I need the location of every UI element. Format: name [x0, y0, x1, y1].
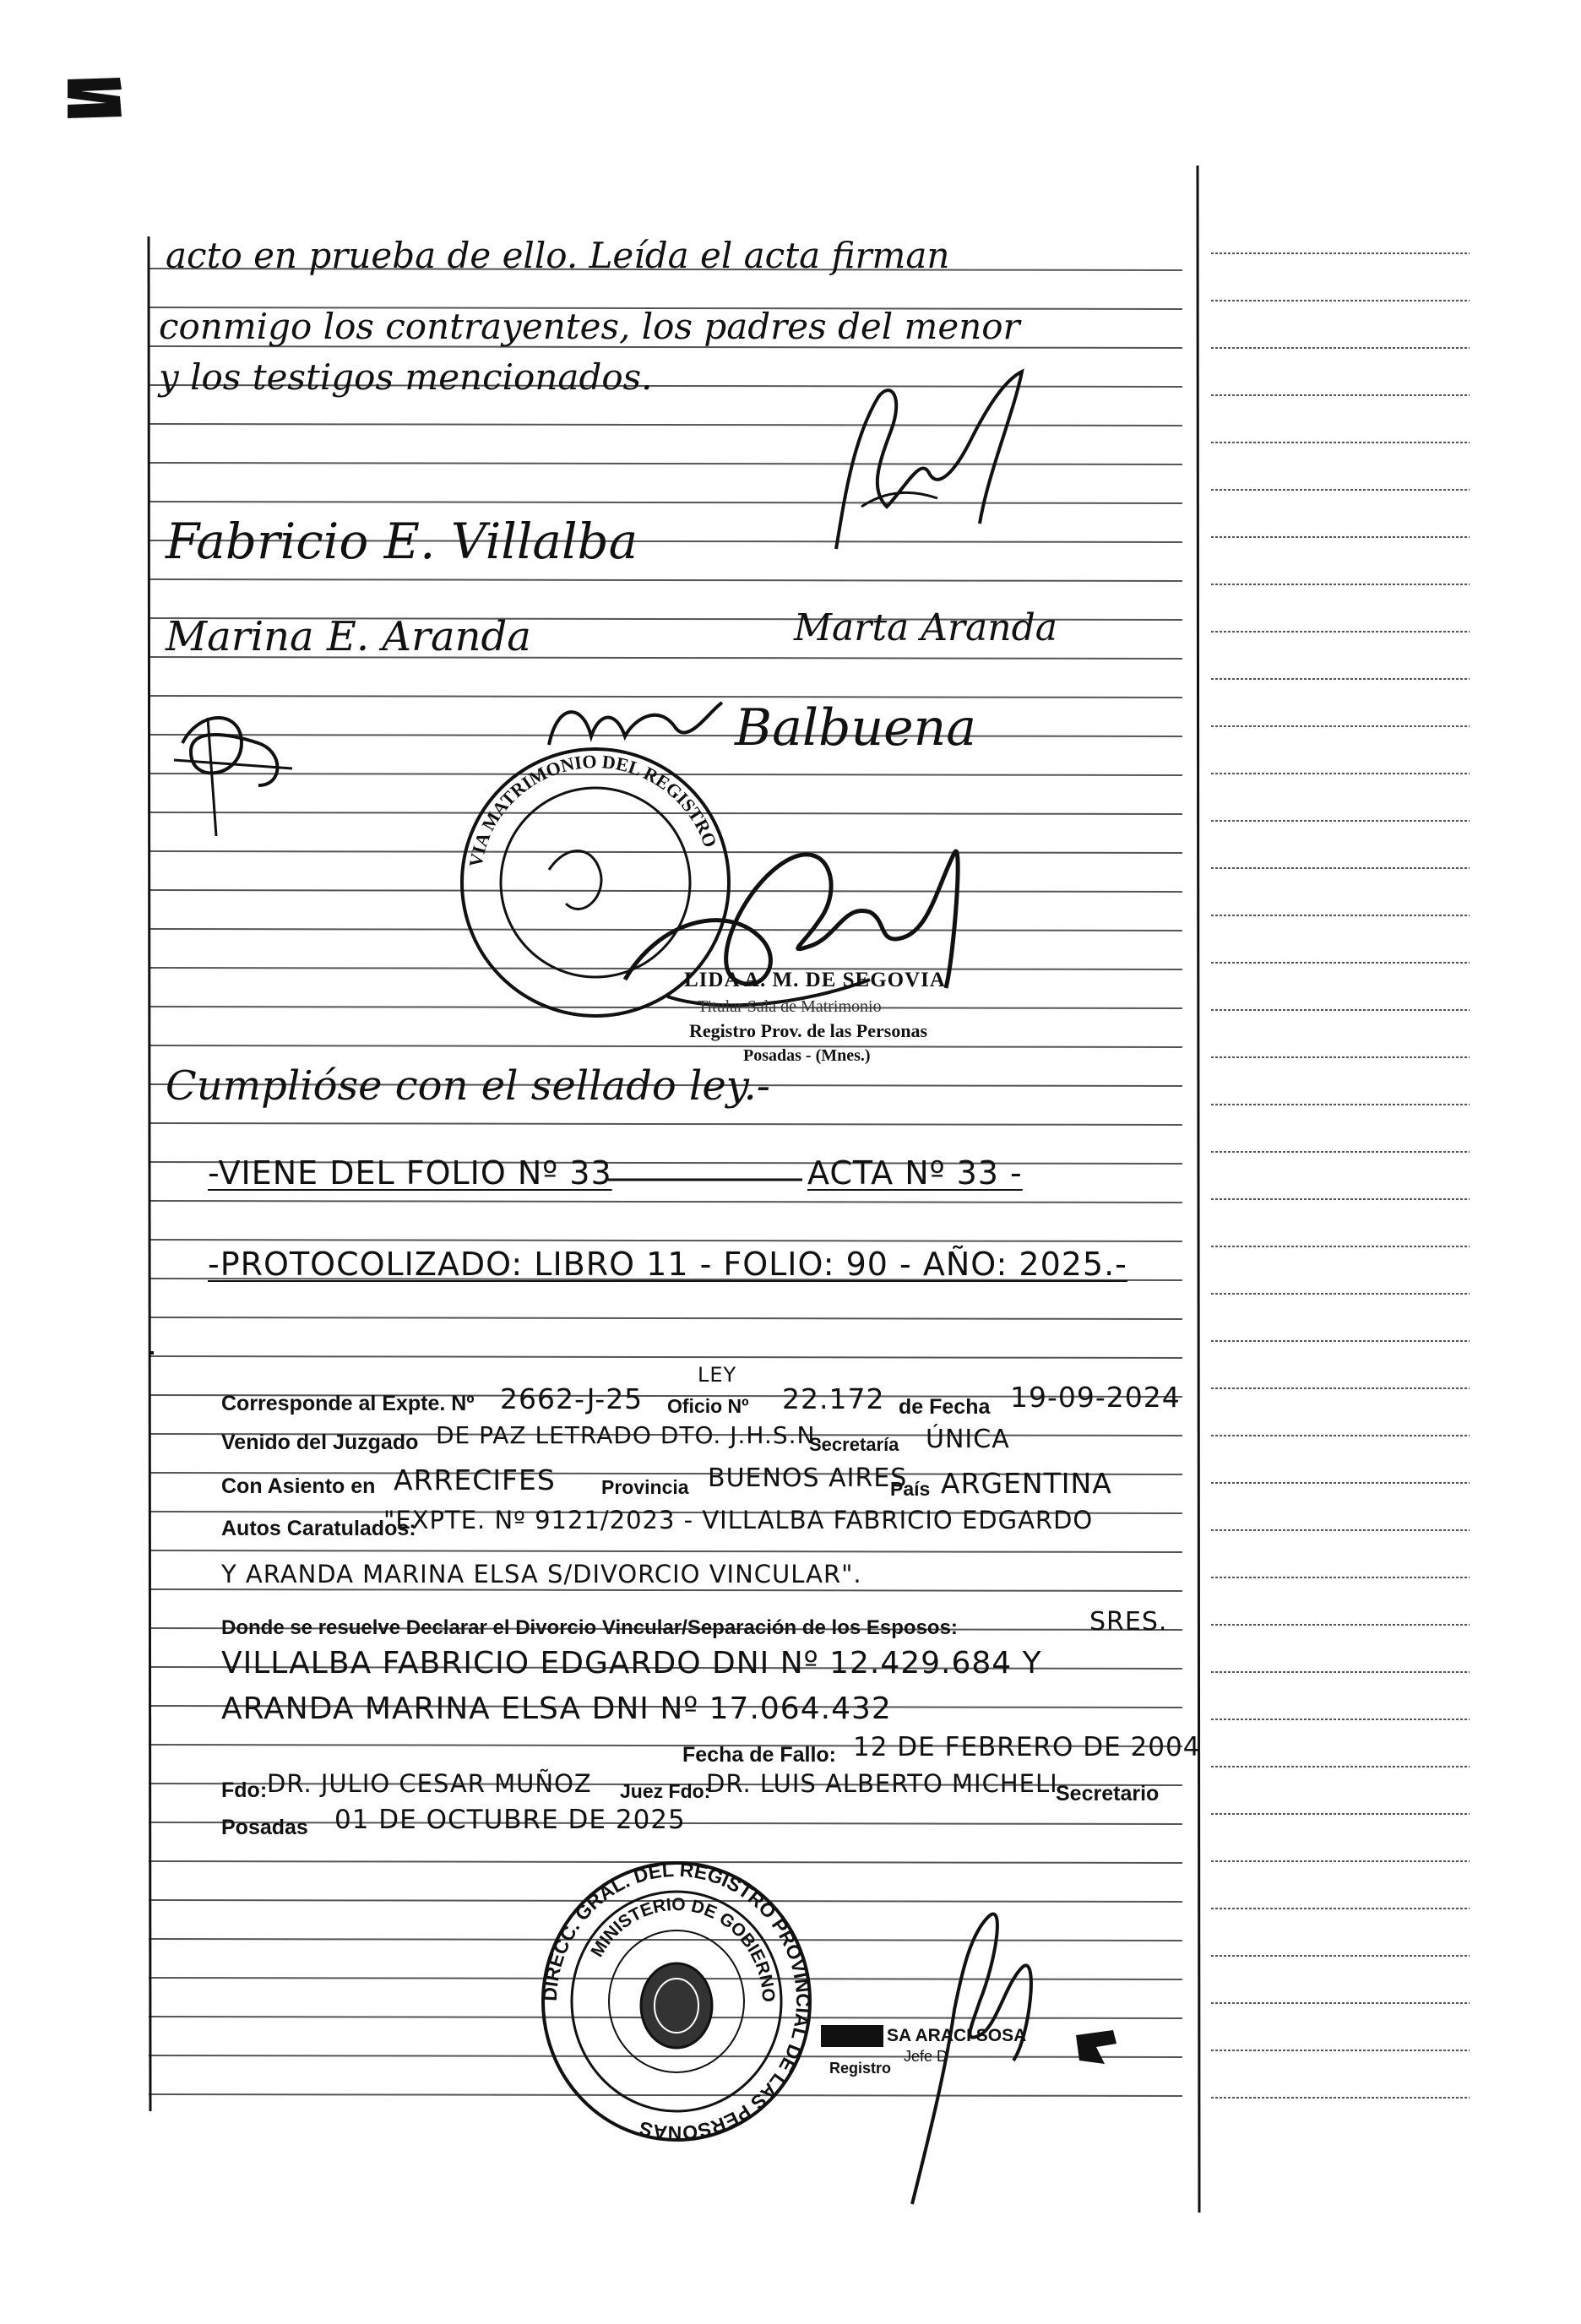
seal-sosa-block	[819, 2022, 887, 2050]
value-pais: ARGENTINA	[941, 1467, 1112, 1500]
handwritten-name-fabricio: Fabricio E. Villalba	[166, 513, 638, 570]
value-fallo: 12 DE FEBRERO DE 2004	[853, 1732, 1201, 1762]
label-donde: Donde se resuelve Declarar el Divorcio Vincular/Separación de los Esposos:	[221, 1616, 958, 1639]
value-oficio-ley: LEY	[698, 1363, 737, 1387]
handwritten-acta-numero: ACTA Nº 33 -	[807, 1154, 1023, 1192]
value-venido: DE PAZ LETRADO DTO. J.H.S.N.	[436, 1421, 824, 1449]
value-asiento: ARRECIFES	[394, 1463, 556, 1496]
seal-dgrp-ring-text: DIRECC. GRAL. DEL REGISTRO PROVINCIAL DE LAS PERSONAS	[538, 1858, 815, 2145]
value-esposo-2: ARANDA MARINA ELSA DNI Nº 17.064.432	[221, 1691, 892, 1726]
value-juez: DR. JULIO CESAR MUÑOZ	[267, 1769, 592, 1798]
value-autos-2: Y ARANDA MARINA ELSA S/DIVORCIO VINCULAR".	[221, 1560, 862, 1588]
value-autos-1: "EXPTE. Nº 9121/2023 - VILLALBA FABRICIO EDGARDO	[383, 1506, 1094, 1534]
seal-segovia-name: LIDA A. M. DE SEGOVIA	[684, 969, 946, 991]
seal-dgrp-title: Jefe D	[904, 2048, 948, 2065]
label-expte: Corresponde al Expte. Nº	[221, 1392, 475, 1415]
value-posadas: 01 DE OCTUBRE DE 2025	[334, 1805, 686, 1835]
label-fdo: Fdo:	[221, 1778, 268, 1802]
seal-dgrp-name: SA ARACI SOSA	[887, 2026, 1027, 2045]
value-secretario: DR. LUIS ALBERTO MICHELI	[706, 1769, 1058, 1798]
label-provincia: Provincia	[601, 1476, 689, 1498]
value-secretaria: ÚNICA	[926, 1425, 1010, 1454]
seal-segovia-ring-text: VIA MATRIMONIO DEL REGISTRO	[465, 750, 721, 869]
label-secretario: Secretario	[1056, 1782, 1160, 1805]
handwritten-line-1: acto en prueba de ello. Leída el acta firman	[166, 235, 950, 276]
handwritten-protocolizado: -PROTOCOLIZADO: LIBRO 11 - FOLIO: 90 - AÑO: 2025.-	[208, 1246, 1127, 1283]
value-fecha: 19-09-2024	[1010, 1381, 1181, 1414]
label-pais: País	[890, 1478, 931, 1500]
label-asiento: Con Asiento en	[221, 1474, 376, 1498]
seal-segovia-city: Posadas - (Mnes.)	[743, 1046, 871, 1065]
value-esposo-1: VILLALBA FABRICIO EDGARDO DNI Nº 12.429.684 Y	[221, 1646, 1042, 1681]
label-venido: Venido del Juzgado	[221, 1431, 419, 1454]
value-oficio: 22.172	[782, 1382, 885, 1415]
label-fecha: de Fecha	[899, 1395, 991, 1419]
handwritten-line-2: conmigo los contrayentes, los padres del menor	[159, 306, 1020, 347]
value-expte: 2662-J-25	[500, 1382, 644, 1415]
label-posadas: Posadas	[221, 1816, 308, 1839]
handwritten-name-marina: Marina E. Aranda	[166, 613, 531, 660]
seal-segovia-title: Titular Sala de Matrimonio	[698, 997, 882, 1016]
seal-direccion-registro	[537, 1858, 816, 2145]
signature-officer-top	[811, 363, 1064, 557]
label-oficio: Oficio Nº	[667, 1395, 749, 1417]
seal-dgrp-office: Registro	[829, 2060, 892, 2077]
label-secretaria: Secretaría	[809, 1434, 899, 1455]
folio-dash-line	[608, 1177, 811, 1182]
signature-witness-left	[157, 692, 309, 844]
label-fallo: Fecha de Fallo:	[682, 1743, 836, 1767]
handwritten-sealing-note: Cumplióse con el sellado ley.-	[166, 1062, 770, 1110]
handwritten-name-marta: Marta Aranda	[794, 606, 1057, 649]
handwritten-name-balbuena: Balbuena	[735, 698, 977, 757]
label-autos: Autos Caratulados:	[221, 1517, 416, 1540]
seal-sosa-mark	[1071, 2018, 1122, 2069]
value-provincia: BUENOS AIRES	[708, 1463, 908, 1493]
handwritten-line-3: y los testigos mencionados.	[159, 356, 653, 398]
handwritten-viene-del-folio: -VIENE DEL FOLIO Nº 33	[208, 1154, 612, 1192]
seal-dgrp-inner-text: MINISTERIO DE GOBIERNO	[587, 1894, 779, 2003]
label-juez: Juez Fdo:	[620, 1780, 711, 1802]
seal-segovia-office: Registro Prov. de las Personas	[689, 1020, 928, 1041]
value-donde: SRES.	[1089, 1607, 1168, 1637]
